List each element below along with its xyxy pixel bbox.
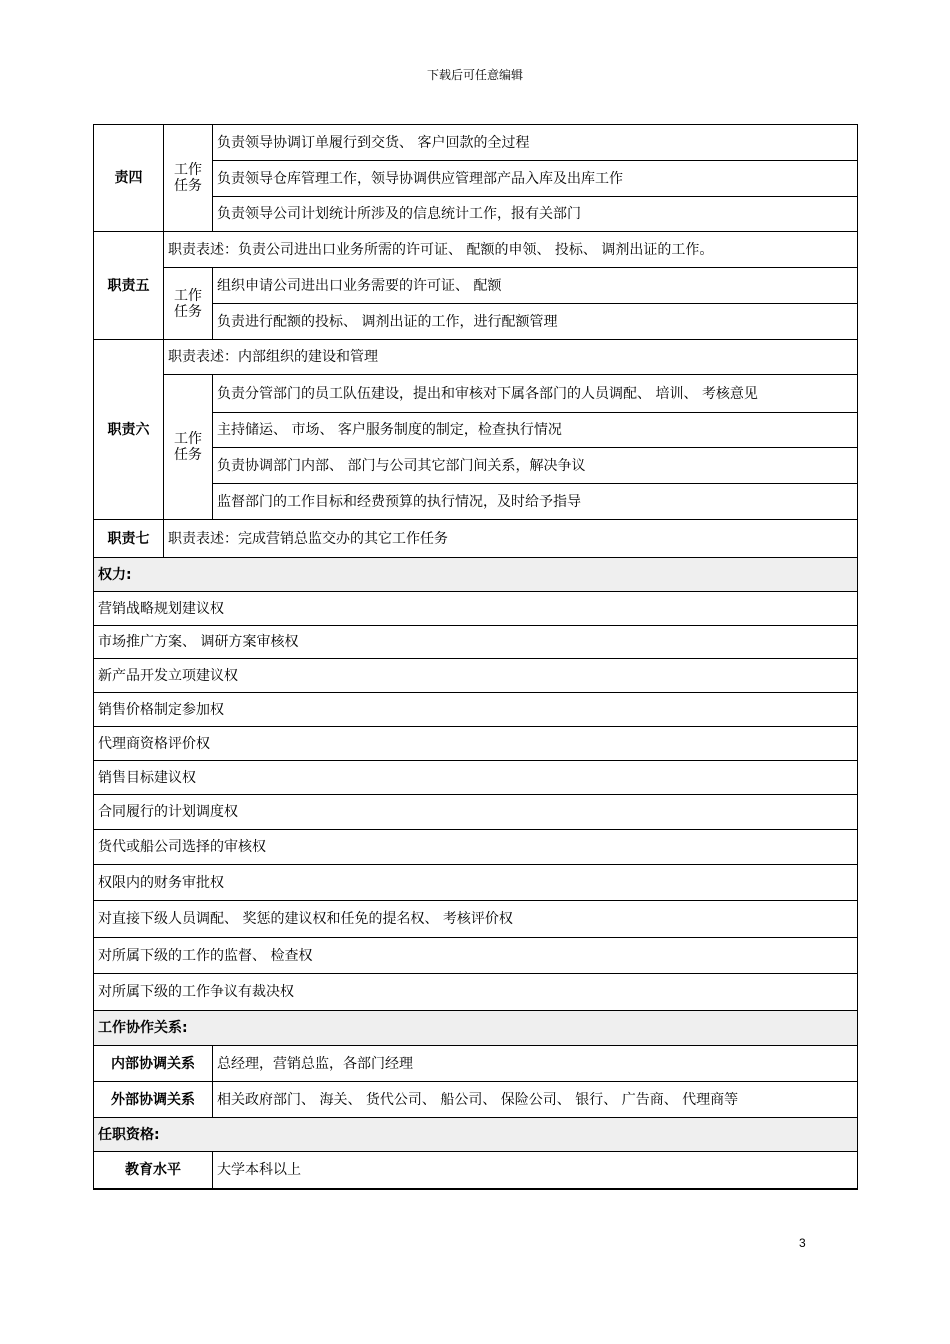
internal-relations-label: 内部协调关系 [94, 1046, 213, 1082]
job-description-table [93, 124, 858, 1190]
duty7-statement: 职责表述：完成营销总监交办的其它工作任务 [164, 520, 858, 558]
duty4-task-2: 负责领导仓库管理工作，领导协调供应管理部产品入库及出库工作 [213, 161, 858, 197]
power-item: 货代或船公司选择的审核权 [94, 830, 858, 865]
duty4-label: 责四 [94, 125, 164, 232]
duty7-label: 职责七 [94, 520, 164, 558]
duty6-statement-row [94, 340, 858, 375]
duty6-task-1: 负责分管部门的员工队伍建设，提出和审核对下属各部门的人员调配、 培训、 考核意见 [213, 375, 858, 413]
power-item: 权限内的财务审批权 [94, 865, 858, 901]
duty4-task-row [94, 125, 858, 161]
internal-relations-value: 总经理，营销总监，各部门经理 [213, 1046, 858, 1082]
power-row [94, 938, 858, 974]
power-row [94, 761, 858, 795]
duty5-label: 职责五 [94, 232, 164, 340]
duty6-label: 职责六 [94, 340, 164, 520]
relations-title: 工作协作关系: [94, 1011, 858, 1046]
duty6-task-3: 负责协调部门内部、 部门与公司其它部门间关系，解决争议 [213, 448, 858, 484]
duty6-task-4: 监督部门的工作目标和经费预算的执行情况，及时给予指导 [213, 484, 858, 520]
education-value: 大学本科以上 [213, 1152, 858, 1189]
education-row [94, 1152, 858, 1189]
power-row [94, 727, 858, 761]
power-row [94, 693, 858, 727]
power-item: 销售目标建议权 [94, 761, 858, 795]
powers-title: 权力: [94, 558, 858, 592]
duty5-statement-row [94, 232, 858, 268]
power-row [94, 626, 858, 659]
power-item: 对直接下级人员调配、 奖惩的建议权和任免的提名权、 考核评价权 [94, 901, 858, 938]
duty6-statement: 职责表述：内部组织的建设和管理 [164, 340, 858, 375]
qualifications-title: 任职资格: [94, 1118, 858, 1152]
duty7-row [94, 520, 858, 558]
powers-section-row [94, 558, 858, 592]
power-row [94, 974, 858, 1011]
power-item: 营销战略规划建议权 [94, 592, 858, 626]
duty6-task-row [94, 375, 858, 413]
duty6-task-label: 工作任务 [164, 375, 213, 520]
power-row [94, 901, 858, 938]
power-item: 代理商资格评价权 [94, 727, 858, 761]
external-relations-row [94, 1082, 858, 1118]
power-row [94, 830, 858, 865]
header-note: 下载后可任意编辑 [426, 68, 523, 82]
relations-section-row [94, 1011, 858, 1046]
power-item: 合同履行的计划调度权 [94, 795, 858, 830]
power-item: 对所属下级的工作争议有裁决权 [94, 974, 858, 1011]
power-item: 市场推广方案、 调研方案审核权 [94, 626, 858, 659]
power-item: 新产品开发立项建议权 [94, 659, 858, 693]
power-row [94, 592, 858, 626]
duty6-task-2: 主持储运、 市场、 客户服务制度的制定，检查执行情况 [213, 413, 858, 448]
duty5-task-row [94, 268, 858, 304]
power-row [94, 795, 858, 830]
duty5-statement: 职责表述：负责公司进出口业务所需的许可证、 配额的申领、 投标、 调剂出证的工作。 [164, 232, 858, 268]
page-number: 3 [799, 1236, 806, 1250]
power-row [94, 865, 858, 901]
power-item: 对所属下级的工作的监督、 检查权 [94, 938, 858, 974]
internal-relations-row [94, 1046, 858, 1082]
duty4-task-1: 负责领导协调订单履行到交货、 客户回款的全过程 [213, 125, 858, 161]
power-item: 销售价格制定参加权 [94, 693, 858, 727]
duty4-task-3: 负责领导公司计划统计所涉及的信息统计工作，报有关部门 [213, 197, 858, 232]
external-relations-label: 外部协调关系 [94, 1082, 213, 1118]
qualifications-section-row [94, 1118, 858, 1152]
external-relations-value: 相关政府部门、 海关、 货代公司、 船公司、 保险公司、 银行、 广告商、 代理商等 [213, 1082, 858, 1118]
power-row [94, 659, 858, 693]
duty5-task-label: 工作任务 [164, 268, 213, 340]
duty5-task-2: 负责进行配额的投标、 调剂出证的工作，进行配额管理 [213, 304, 858, 340]
duty5-task-1: 组织申请公司进出口业务需要的许可证、 配额 [213, 268, 858, 304]
duty4-task-label: 工作任务 [164, 125, 213, 232]
education-label: 教育水平 [94, 1152, 213, 1189]
